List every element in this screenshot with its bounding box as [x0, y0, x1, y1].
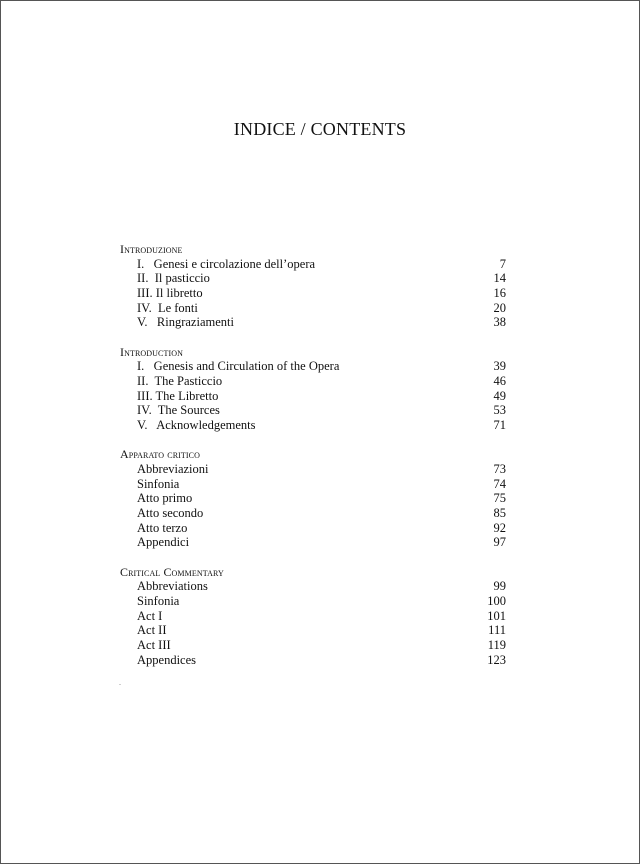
toc-entry — [120, 418, 506, 433]
entry-page-number: 92 — [493, 520, 506, 535]
toc-entry — [120, 491, 506, 506]
toc-entry — [120, 301, 506, 316]
entry-page-number: 38 — [493, 315, 506, 330]
toc-entry — [120, 506, 506, 521]
entry-page-number: 49 — [493, 388, 506, 403]
entry-title: I. Genesis and Circulation of the Opera — [137, 359, 340, 374]
entry-page-number: 99 — [493, 579, 506, 594]
toc-entry — [120, 609, 506, 624]
toc-entry — [120, 403, 506, 418]
entry-title: III. Il libretto — [137, 286, 203, 301]
entry-page-number: 46 — [493, 374, 506, 388]
toc-section-introduzione — [120, 242, 506, 330]
entry-title: Atto primo — [137, 491, 193, 506]
entry-page-number: 75 — [493, 491, 506, 506]
page-title: INDICE / CONTENTS — [233, 119, 407, 139]
toc-entry — [120, 623, 506, 638]
toc-entry — [120, 477, 506, 492]
entry-title: Atto terzo — [137, 520, 188, 535]
entry-page-number: 7 — [499, 256, 506, 271]
toc-entry — [120, 374, 506, 389]
toc-entry — [120, 653, 506, 668]
entry-page-number: 71 — [493, 418, 506, 433]
toc-section-apparato-critico — [120, 447, 506, 550]
toc-entry — [120, 579, 506, 594]
entry-title: Abbreviazioni — [137, 461, 209, 476]
entry-title: Appendici — [137, 535, 190, 550]
toc-entry — [120, 389, 506, 404]
section-heading: Apparato critico — [120, 447, 200, 462]
entry-page-number: 74 — [493, 476, 506, 491]
toc-entry — [120, 594, 506, 609]
entry-page-number: 101 — [487, 608, 506, 623]
toc-entry — [120, 535, 506, 550]
entry-page-number: 100 — [487, 593, 506, 608]
entry-title: Atto secondo — [137, 506, 204, 520]
toc-entry — [120, 271, 506, 286]
table-of-contents — [120, 242, 506, 682]
entry-title: V. Ringraziamenti — [137, 315, 234, 330]
entry-page-number: 119 — [487, 638, 506, 652]
entry-page-number: 85 — [493, 506, 506, 520]
toc-entry — [120, 462, 506, 477]
entry-title: II. Il pasticcio — [137, 271, 210, 286]
entry-page-number: 111 — [488, 623, 506, 638]
entry-page-number: 97 — [493, 535, 506, 550]
entry-title: V. Acknowledgements — [137, 418, 256, 433]
toc-entry — [120, 521, 506, 536]
entry-title: Abbreviations — [137, 579, 208, 594]
entry-page-number: 14 — [493, 271, 506, 286]
toc-entry — [120, 359, 506, 374]
entry-title: Sinfonia — [137, 476, 180, 491]
entry-page-number: 123 — [487, 652, 506, 667]
entry-title: Act I — [137, 608, 163, 623]
entry-page-number: 20 — [493, 300, 506, 315]
entry-title: III. The Libretto — [137, 388, 219, 403]
entry-page-number: 53 — [493, 403, 506, 418]
entry-page-number: 73 — [493, 461, 506, 476]
toc-section-introduction — [120, 345, 506, 433]
entry-title: Act III — [137, 638, 171, 652]
entry-title: I. Genesi e circolazione dell’opera — [137, 256, 316, 271]
entry-title: Appendices — [137, 652, 197, 667]
toc-entry — [120, 315, 506, 330]
entry-title: IV. Le fonti — [137, 300, 198, 315]
toc-entry — [120, 638, 506, 653]
section-heading: Critical Commentary — [120, 564, 224, 579]
section-heading: Introduction — [120, 344, 183, 359]
entry-page-number: 16 — [493, 286, 506, 301]
entry-title: IV. The Sources — [137, 403, 220, 418]
entry-title: Sinfonia — [137, 593, 180, 608]
entry-title: Act II — [137, 623, 167, 638]
scan-speck — [119, 684, 121, 685]
toc-entry — [120, 286, 506, 301]
entry-title: II. The Pasticcio — [137, 374, 223, 388]
toc-section-critical-commentary — [120, 565, 506, 668]
entry-page-number: 39 — [493, 359, 506, 374]
section-heading: Introduzione — [120, 242, 183, 256]
toc-entry — [120, 257, 506, 272]
